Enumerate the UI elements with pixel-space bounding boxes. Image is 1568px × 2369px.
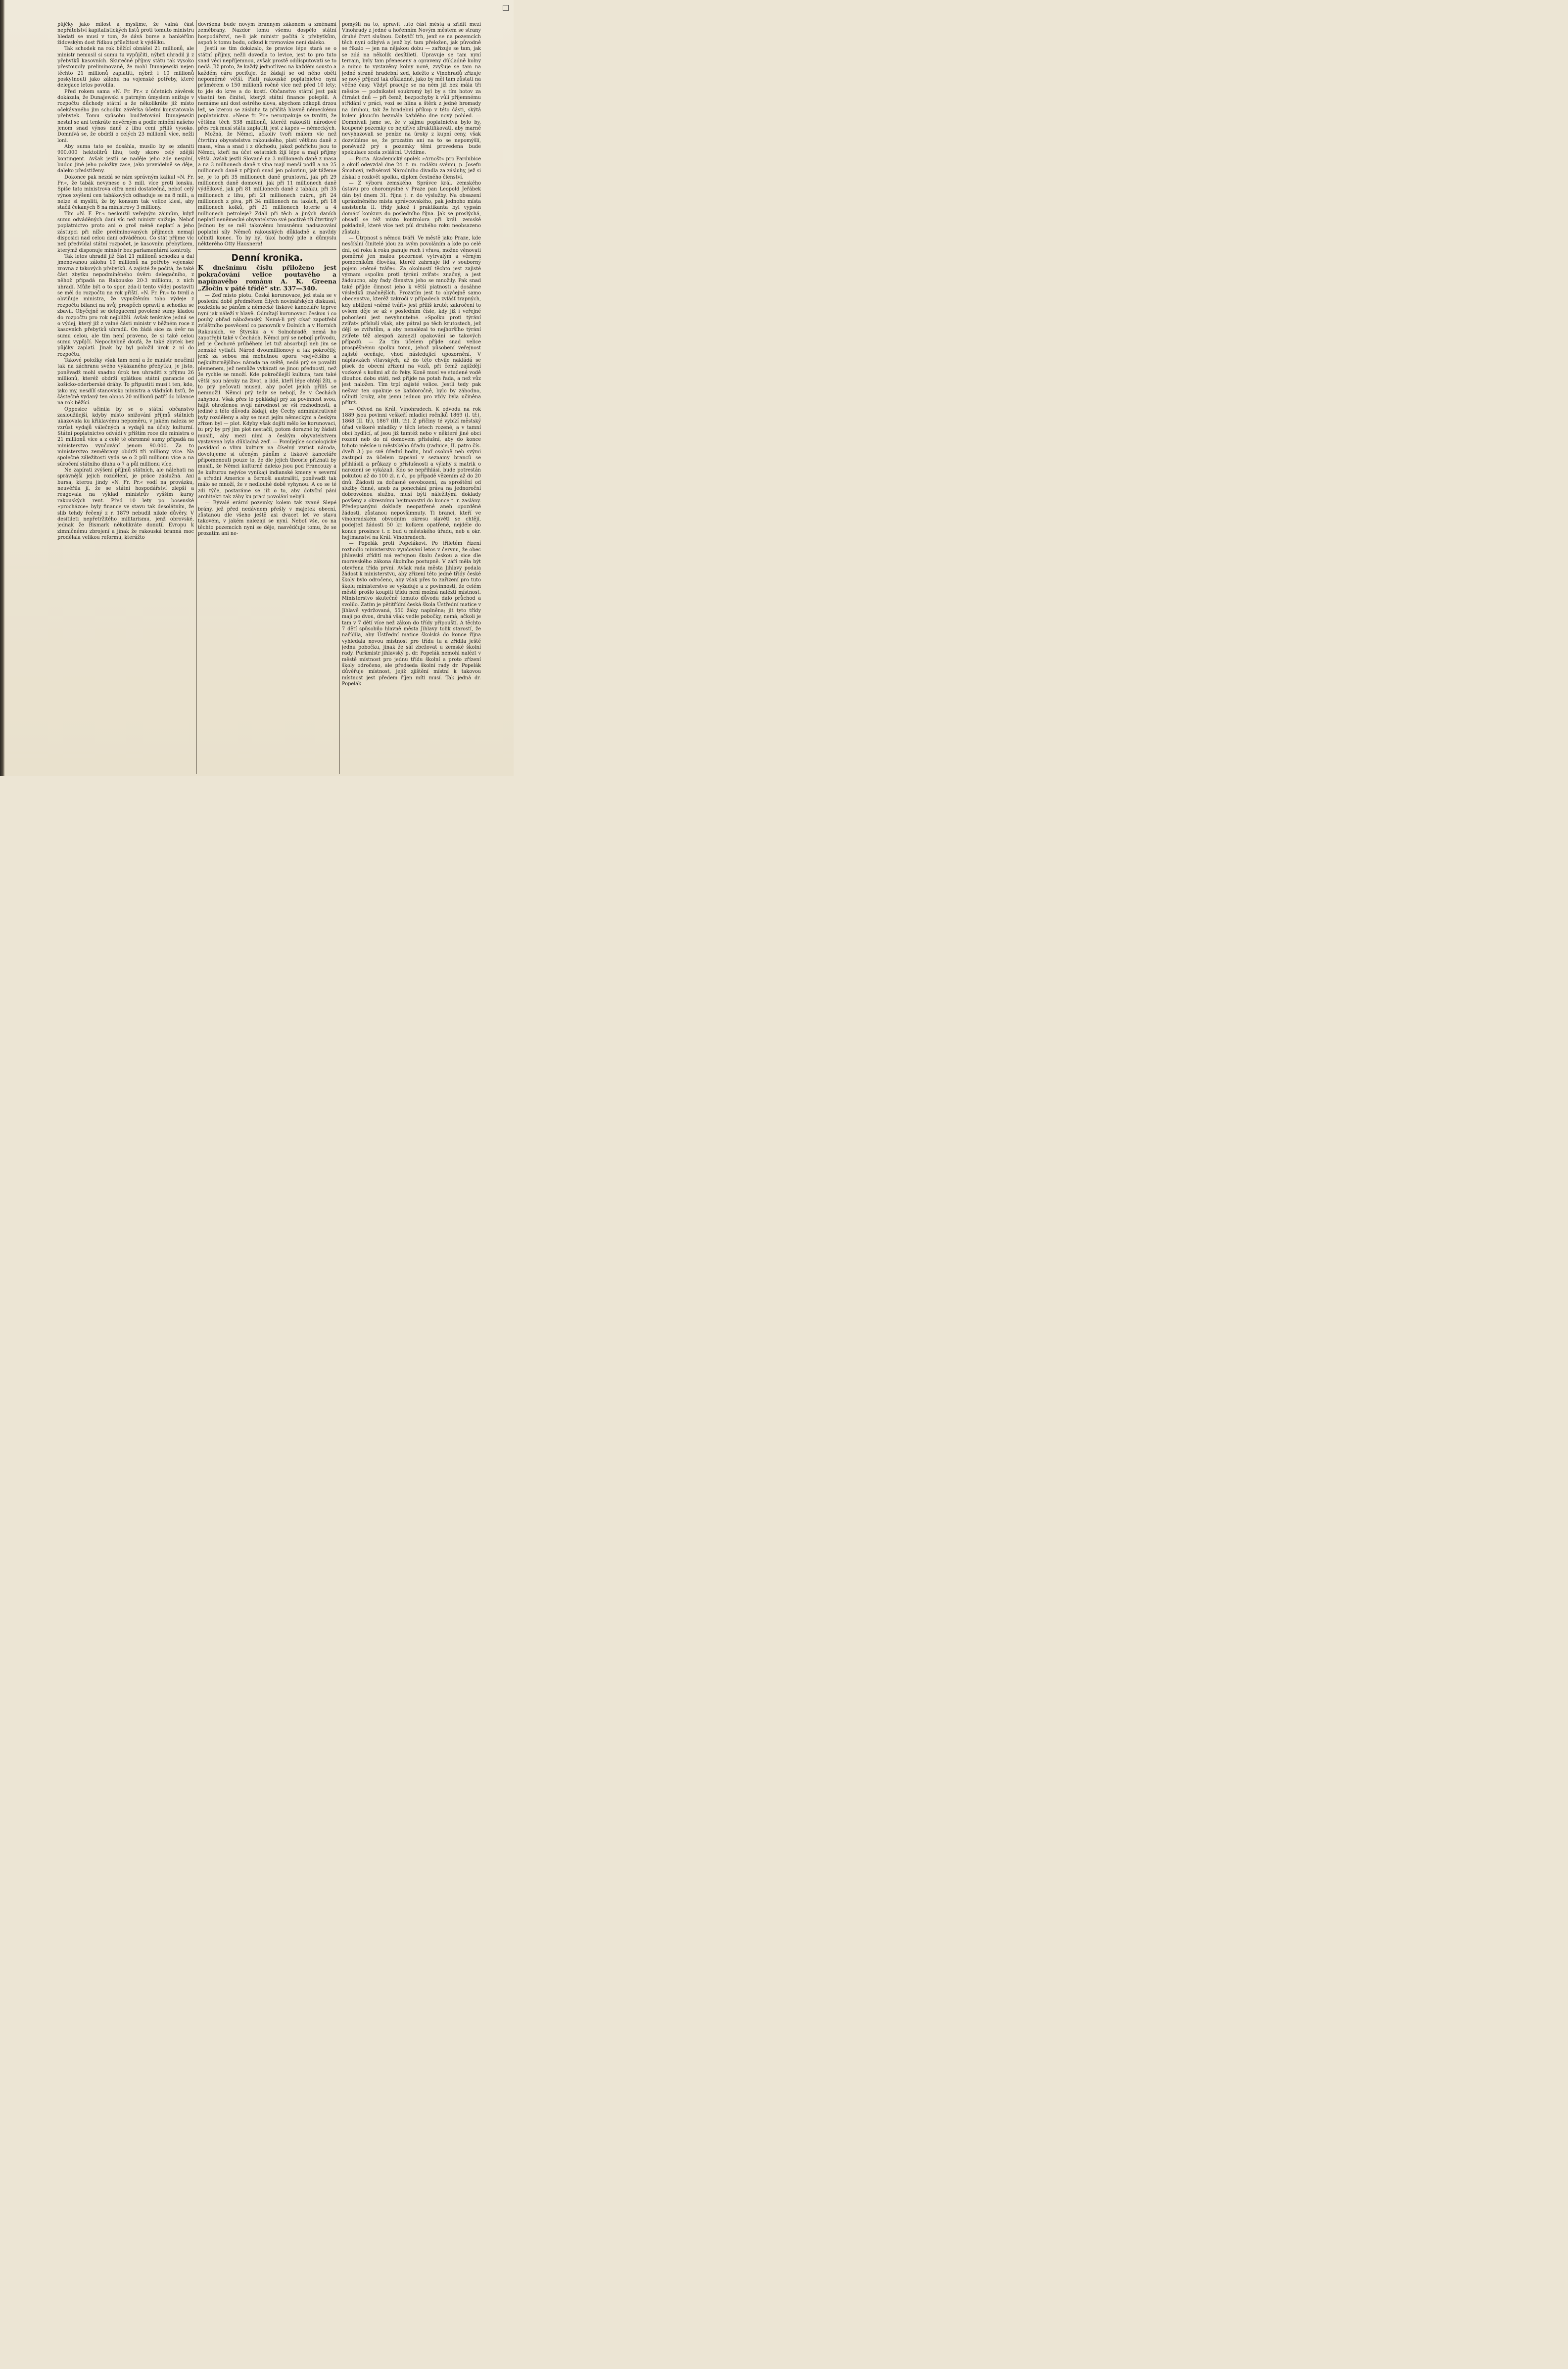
paragraph: dovršena bude novým branným zákonem a změnami zeměbrany. Nazdor tomu všemu dospělo státní hospodářství, ne-li jak ministr počítá k přebytkům, aspoň k tomu bodu, odkud k rovnováze není daleko. bbox=[198, 22, 336, 46]
news-item: — Pocta. Akademický spolek »Arnošt« pro Pardubice a okolí odevzdal dne 24. t. m. rodáku svému, p. Josefu Šmahovi, režisérovi Národního divadla za zásluhy, jež si získal o rozkvět spolku, diplom čestného členství. bbox=[342, 156, 481, 180]
news-item: — Odvod na Král. Vinohradech. K odvodu na rok 1889 jsou povinni veškeří mladíci ročníků 1869 (I. tř.), 1868 (II. tř.), 1867 (III. tř.). Z příčiny té vybízí městský úřad veškeré mladíky v těch letech rozené, a v tamní obci bydlící, ať jsou již tamtéž nebo v některé jiné obci rozeni neb do ní domovem příslušní, aby do konce tohoto měsíce u městského úřadu (radnice, II. patro čís. dveří 3.) po své úřední hodin, buď osobně neb svými zastupci za účelem zapsání v seznamy branců se přihlásili a průkazy o příslušnosti a výlahy z matrik o narození se vykázali. Kdo se nepřihlásí, bude potrestán pokutou až do 100 zl. r. č., po případě vězením až do 20 dnů. Žádosti za dočasné osvobození, za sproštění od služby činné, aneb za ponechání práva na jednoroční dobrovolnou službu, musí býti náležitými doklady povšeny a okresnímu hejtmanství do konce t. r. zaslány. Předepsanými doklady neopatřené aneb opozděné žádosti, zůstanou nepovšimnuty. Ti branci, kteří ve vinohradském obvodním okresu slavěti se chtějí, podejtež žádosti 50 kr. kolkem opatřené, nejdéle do konce prosince t. r. buď u městského úřadu, neb u okr. hejtmanství na Král. Vinohradech. bbox=[342, 406, 481, 540]
paragraph: Takové položky však tam není a že ministr neučinil tak na záchranu svého vykázaného přebytku, je jisto, poněvadž mohl snadno úrok ten uhraditi z příjmu 26 millionů, kteréž obdrží splátkou státní garancie od košicko-oderberské dráhy. To připustiti musí i ten, kdo, jako my, nesdílí stanovisko ministra a vládních listů, že částečně vydaný ten obnos 20 millionů patří do bilance na rok běžící. bbox=[57, 357, 194, 406]
paragraph: Před rokem sama »N. Fr. Pr.« z účetních závěrek dokázala, že Dunajewski s patrným úmyslem snižuje v rozpočtu důchody státní a že několikráte již místo očekávaného jim schodku závěrka účetní konstatovala přebytek. Tomu spůsobu budžetování Dunajewski nestal se ani tenkráte nevěrným a podle mínění našeho jenom snad výnos daně z lihu cení příliš vysoko. Domnívá se, že obdrží o celých 23 millionů více, nežli loni. bbox=[57, 89, 194, 143]
column-3 bbox=[342, 22, 481, 773]
scan-edge-shadow bbox=[0, 0, 5, 776]
news-item: — Z výboru zemského. Správce král. zemského ústavu pro choromyslné v Praze pan Leopold Jeřábek dán byl dnem 31. října t. r. do výslužby. Na obsazení uprázdněného místa správcovského, pak jednoho místa assistenta II. třídy jakož i praktikanta byl vypsán domácí konkurs do posledního října. Jak se proslýchá, obsadí se též místo kontrolora při král. zemské pokladně, které více než půl druhého roku neobsazeno zůstalo. bbox=[342, 180, 481, 235]
paragraph: Dokonce pak nezdá se nám správným kalkul »N. Fr. Pr.«, že tabák nevynese o 3 mill. více proti lonsku. Spíše tato ministrova cifra není dostatečná, neboť celý výnos zvýšení cen tabákových odhaduje se na 8 mill., a nelze si mysliti, že by konsum tak velice klesl, aby stačil čekaných 8 na ministrovy 3 milliony. bbox=[57, 174, 194, 211]
section-lede: K dnešnímu číslu přiloženo jest pokračování velice poutavého a napínavého románu A. K. Greena „Zločin v páté třídě“ str. 337—340. bbox=[198, 263, 336, 292]
corner-mark bbox=[503, 5, 509, 11]
paragraph: Opposice učinila by se o státní občanstvo zasloužilejší, kdyby místo snižování příjmů státních ukazovala ku křiklavému nepoměru, v jakém naleza se vzrůst vydajů válečných a vydajů na účely kulturní. Státní poplatnictvo odvádí v příštím roce dle ministra o 21 millionů více a z celé té ohromné sumy připadá na ministerstvo vyučování jenom 90.000. Za to ministerstvo zeměbrany obdrží tři milliony více. Na společné záležitosti vydá se o 2 půl millionu více a na súročení státního dluhu o 7 a půl millionu více. bbox=[57, 406, 194, 467]
paragraph: Tak letos uhradil již část 21 millionů schodku a dal jmenovanou zálohu 10 millionů na potřeby vojenské zrovna z takových přebytků. A zajisté že počítá, že také část zbytku nepodmíněného úvěru delegačního, z něhož připadá na Rakousko 20·3 millionu, z nich uhradí. Může být o to spor, zda-li tento výdej postaviti se měl do rozpočtu na rok příští. »N. Fr. Pr.« to tvrdí a obviňuje ministra, že vypuštěním toho výdeje z rozpočtu bilanci na svůj prospěch opravil a schodku se zbavil. Obyčejně se delegacemi povolené sumy kladou do rozpočtu pro rok nejbližší. Avšak tenkráte jedná se o výdej, který již z valné části ministr v běžném roce z kasovních přebytků uhradil. On žádá sice za úvěr na sumu celou, ale tím není praveno, že si také celou sumu vypůjčí. Nepochybně doufá, že také zbytek bez půjčky zaplatí. Jinak by byl položil úrok z ní do rozpočtu. bbox=[57, 254, 194, 357]
section-heading: Denní kronika. bbox=[231, 252, 303, 263]
news-item: pomýšlí na to, upravit tuto část města a zřídit mezi Vinohrady z jedné a hořenním Novým městem se strany druhé čtvrt slušnou. Dobytčí trh, jenž se na pozemcích těch nyní odbývá a jenž byl tam přeložen, jak původně se říkalo — jen na nějakou dobu — zařizuje se tam, jak se zdá na několik desítiletí. Upravuje se tam nyní terrain, byly tam přeneseny a opraveny důkladně kolny a mimo to vystavěny kolny nové, zvyšuje se tam na jedné straně hradební zeď, kdežto z Vinohradů zřizuje se nový příjezd tak důkladně, jako by měl tam zůstati na věčné časy. Vždyť pracuje se na něm již bez mála tři měsíce — podnikatel soukromý byl by s tím hotov za čtrnáct dnů — při čemž, bezpochyby k vůli příjemnému střídání v práci, vozí se hlína a štěrk z jedné hromady na druhou, tak že hradební příkop v této části, skýtá kolem jdoucím bezmála každého dne nový pohled. — Domnívali jsme se, že v zájmu poplatnictva bylo by, koupené pozemky co nejdříve zfruktifikovati, aby marně nevyhazovali se peníze na úroky z kupní ceny, však dozvídáme se, že prozatím ani na to se nepomýšlí, poněvadž prý s pozemky těmi provedena bude spekulace zcela zvláštní. Uvidíme. bbox=[342, 22, 481, 156]
paragraph: půjčky jako milost a myslíme, že valná část nepřátelství kapitalistických listů proti tomuto ministru hledati se musí v tom, že dává burse a bankéřům židovským dost řídkou příležitost k výdělku. bbox=[57, 22, 194, 46]
column-rule-1 bbox=[196, 20, 197, 774]
paragraph: Aby suma tato se dosáhla, musilo by se zdaniti 900.000 hektolitrů lihu, tedy skoro celý zdější kontingent. Avšak jestli se naděje jeho zde nesplní, budou jiné jeho položky zase, jako pravidelně se děje, daleko předstiženy. bbox=[57, 143, 194, 174]
newspaper-page bbox=[0, 0, 514, 776]
news-item: — Bývalé erární pozemky kolem tak zvané Slepé brány, jež před nedávnem přešly v majetek obecní, zůstanou dle všeho ještě asi dvacet let ve stavu takovém, v jakém nalezají se nyní. Neboť vše, co na těchto pozemcích nyní se děje, nasvědčuje tomu, že se prozatím ani ne- bbox=[198, 500, 336, 537]
news-item: — Popelák proti Popelákovi. Po třiletém řízení rozhodlo ministerstvo vyučování letos v červnu, že obec jihlavská zřídití má veřejnou školu českou a sice dle moravského zákona školního postupně. V září měla být otevřena třída první. Avšak rada města Jihlavy podala žádost k ministerstvu, aby zřízení této jedné třídy české školy bylo odročeno, aby však přes to zařízení pro tuto školu ministerstvo se vyžaduje a z povinnosti, že celém městě prošlo koupiti třídu není možná nalézti místnost. Ministerstvo skutečně tomuto důvodu dalo průchod a svolilo. Zatím je pětitřídní česká škola Ústřední matice v Jihlavě vydržovaná, 550 žáky naplněna; jiť tyto třídy mají po dvou, druhá však vedle pobočky, nemá, ačkoli je tam v 7 dětí více než zákon do třídy připouští. A těchto 7 dětí spůsobilo hlavně města Jihlavy tolik starostí, že nařídila, aby Ústřední matice školská do konce října vyhledala novou místnost pro třídu tu a zřídila ještě jednu pobočku, jinak že sál zbežovat u zemské školní rady. Purkmistr jihlavský p. dr. Popelák nemohl nalézt v městě místnost pro jednu třídu školní a proto zřízení školy odročeno, ale předseda školní rady dr. Popelák důvěřuje místnost, jejíž zjištění místní k takovou místnost jest předem říjen míti musí. Tak jedná dr. Popelák bbox=[342, 541, 481, 687]
section-divider bbox=[198, 249, 336, 250]
column-2 bbox=[198, 22, 336, 773]
column-1 bbox=[57, 22, 194, 773]
column-rule-2 bbox=[339, 20, 340, 774]
paragraph: Možná, že Němci, ačkoliv tvoří málem víc než čtvrtinu obyvatelstva rakouského, platí většinu daně z masa, vína a snad i z důchodu, jakož pohříchu jsou to Němci, kteří na účet ostatních žijí lépe a mají příjmy větší. Avšak jestli Slované na 3 millionech daně z masa a na 3 millionech daně z vína mají menší podíl a na 25 millionech daně z příjmů snad jen polovinu, jak tážeme se, je to při 35 millionech daně gruntovní, jak při 29 millionech daně domovní, jak při 11 millionech daně výdělkové, jak při 81 millionech daně z tabáku, při 35 millionech z lihu, při 21 millionech cukru, při 24 millionech z piva, při 34 millionech na taxách, při 18 millionech kolků, při 21 millionech loterie a 4 millionech petroleje? Zdali při těch a jiných daních neplatí neněmecké obyvatelstvo své poctivé tři čtvrtiny? Jednou by se měl takovému hnusnému nadsazování poplatní síly Němců rakouských důkladně a navždy učiniti konec. To by byl úkol hodný pile a důmyslu některého Otty Hausnera! bbox=[198, 132, 336, 247]
paragraph: Jestli se tím dokázalo, že pravice lépe stará se o státní příjmy, nežli dovedla to levice, jest to pro tuto snad věci nepříjemnou, avšak prostě oddisputovati se to nedá. Již proto, že každý jednotlivec na každém sousto a každém cáru pociťuje, že žádají se od něho oběti nepoměrně větší. Platí rakouské poplatnictvo nyní průměrem o 150 millionů ročně více než před 10 lety; to jde do krve a do kostí. Občanstvo státní jest pak vlastní ten činitel, kterýž státní finance polepšil. A nemáme ani dost ostrého slova, abychom odkopli drzou lež, se kterou se zásluha ta přičítá hlavně německému poplatnictvu. »Neue fr. Pr.« nerozpakuje se tvrditi, že většina těch 538 millionů, kteréž rakouští národové přes rok musí státu zaplatiti, jest z kapes — německých. bbox=[198, 46, 336, 131]
paragraph: Tak schodek na rok běžící obnášel 21 millionů, ale ministr nemusil si sumu tu vypůjčiti, nýbrž uhradil ji z přebytků kasovních. Skutečné příjmy státu tak vysoko přestoupily preliminované, že mohl Dunajewski nejen těchto 21 millionů zaplatiti, nýbrž i 10 millionů poskytnouti jako zálohu na vojenské potřeby, které delegace letos povolila. bbox=[57, 46, 194, 89]
news-item: — Útrpnost s němou tváří. Ve městě jako Praze, kde nesčíslní činitelé jdou za svým povoláním a kde po celé dni, od roku k roku panuje ruch i vřava, možno věnovati poměrně jen malou pozornost vytrvalým a věrným pomocníkům člověka, kteréž zahrnuje lid v souborný pojem »němé tváře«. Za okolností těchto jest zajisté význam »spolku proti týrání zvířat« značný, a jest žádoucno, aby řady členstva jeho se množily. Pak snad také příjde činnost jeho k větší platnosti a dosáhne výsledků značnějších. Prozatím jest to obyčejně samo obecenstvo, kteréž zakročí v případech zvlášť trapných, kdy ublížení »němé tváři« jest příliš kruté; zakročení to ovšem děje se až v posledním čísle, kdy již i veřejné pohoršení jest nevyhnutelné. »Spolku proti týrání zvířat« přísluší však, aby pátral po těch krutostech, jež dějí se zvířatům, a aby nenalézal to nejhoršího týrání zvířete též alespoň zamezil opakování se takových případů. — Za tím účelem příjde snad velice prospěšnému spolku tomu, jehož působení veřejnost zajisté oceňuje, vhod následující upozornění. V náplavkách vltavských, až do této chvíle nakládá se písek do obecní zřízení na vozů, při čemž zajíždějí vozkové s koňmi až do řeky. Koně musí ve studené vodě dlouhou dobu státi, než přijde na potah řada, a než vůz jest naložen. Tím trpí zajisté velice. Jestli tedy pak nešvar ten opakuje se každoročně, bylo by záhodno, učiniti kroky, aby jemu jednou pro vždy byla učiněna přítrž. bbox=[342, 236, 481, 406]
paragraph: Tím »N. F. Pr.« nesloužil veřejným zájmům, když sumu odváděných daní víc než ministr snižuje. Neboť poplatnictvo proto ani o groš méně neplatí a jeho zástupci při níže preliminovaných příjmech nemají disposici nad celou daní odváděnou. Co stát příjme víc než předvídal státní rozpočet, je kasovním přebytkem, kterýmž disponuje ministr bez parlamentární kontroly. bbox=[57, 211, 194, 253]
paragraph: Ne zapírati zvýšení příjmů státních, ale nálehati na správnější jejich rozdělení, je práce záslužná. Ani bursa, kterou jindy »N. Fr. Pr.« vodí na provázku, neuvěřila jí, že se státní hospodářství zlepší a reagovala na výklad ministrův vyšším kursy rakouských rent. Před 10 lety po bosenské »procházce« byly finance ve stavu tak desolátním, že slib tehdy řečený z r. 1879 nebudil nikde důvěry. V desítileti nepřetržitého militarismu, jenž obrovské, jednak že Bismark několikráte donutil Evropu k zimničnému zbrojení a jinak že rakouská branná moc prodělala velikou reformu, kterážto bbox=[57, 468, 194, 540]
news-item: — Zeď místo plotu. Česká korunovace, jež stala se v poslední době předmětem čilých novinářských diskussí, rozleželа se pánům z německé tiskové kanceláře teprve nyní jak náleží v hlavě. Odmítají korunovaci českou i co pouhý obřad náboženský. Nemá-li prý císař zapotřebí zvláštního posvěcení co panovník v Dolních a v Horních Rakousích, ve Štyrsku a v Solnohradě, nemá ho zapotřebí také v Čechách. Němci prý se nebojí průvodu, jež je Čechové průběhem let tuž absorbují neb jim se zemské vytlačí. Národ dvoumillionový a tak pokročilý, jenž za sebou má mohutnou oporu »největšího a nejkulturnějšího« národa na světě, nedá prý se povaliti plemenem, jež nemůže vykázati se jinou předností, než že rychle se množí. Kde pokročilejší kultura, tam také větší jsou nároky na život, a lidé, kteří lépe chtějí žíti, o to prý pečovati musejí, aby počet jejich příliš se nemnožil. Němci prý tedy se nebojí, že v Čechách zahynou. Však přes to pokládají prý za povinnost svou, hájit ohroženou svojí národnost se vší rozhodností, a jediné z této důvodu žádají, aby Čechy administrativně byly rozděleny a aby se mezi jejím německým a českým zřízen byl — plot. Kdyby však dojíti mělo ke korunovaci, tu prý by prý jim plot nestačil, potom dorazné by žádati musili, aby mezi nimi a českým obyvatelstvem vystavena byla důkladná zeď. — Pomíjejíce sociologické povídání o vlivu kultury na číselný vzrůst národa, dovolujeme si učeným pánům z tiskové kanceláře připomenouti pouze to, že dle jejich theorie přiznati by musili, že Němci kulturně dalеko jsou pod Francouzy a že kulturou nejvíce vynikají indianské kmeny v severní a střední Americe a černoši australští, poněvadž tak málo se množí, že v nedlouhé době vyhynou. A co se té zdi týče, postaráme se již o to, aby dotyční páni architekti tak záhy ku práci povolání nebyli. bbox=[198, 292, 336, 500]
